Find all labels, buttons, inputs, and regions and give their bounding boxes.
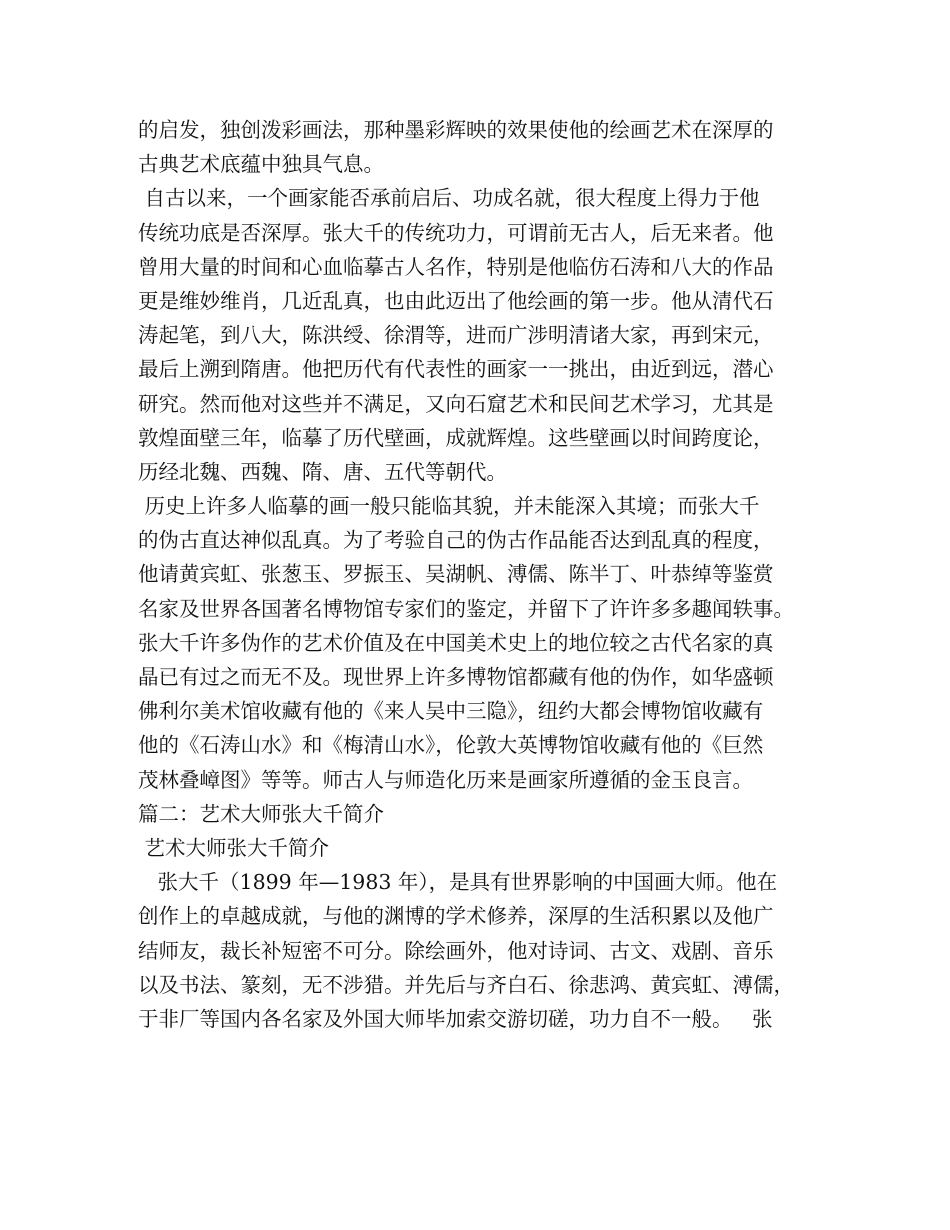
text-line: 自古以来，一个画家能否承前启后、功成名就，很大程度上得力于他 (138, 186, 760, 211)
text-line: 他请黄宾虹、张葱玉、罗振玉、吴湖帆、溥儒、陈半丁、叶恭绰等鉴赏 (138, 562, 774, 587)
text-line: 结师友，裁长补短密不可分。除绘画外，他对诗词、古文、戏剧、音乐 (138, 938, 774, 963)
text-line: 张大千（1899 年—1983 年），是具有世界影响的中国画大师。他在 (138, 870, 778, 895)
text-line: 古典艺术底蕴中独具气息。 (138, 152, 384, 177)
text-line: 研究。然而他对这些并不满足，又向石窟艺术和民间艺术学习，尤其是 (138, 391, 774, 416)
text-line: 曾用大量的时间和心血临摹古人名作，特别是他临仿石涛和八大的作品 (138, 254, 774, 279)
text-line: 历史上许多人临摹的画一般只能临其貌，并未能深入其境；而张大千 (138, 494, 760, 519)
text-line: 的伪古直达神似乱真。为了考验自己的伪古作品能否达到乱真的程度， (138, 528, 774, 553)
text-line: 张大千许多伪作的艺术价值及在中国美术史上的地位较之古代名家的真 (138, 630, 774, 655)
text-line: 茂林叠嶂图》等等。师古人与师造化历来是画家所遵循的金玉良言。 (138, 767, 753, 792)
body-text (138, 113, 818, 1036)
text-line: 的启发，独创泼彩画法，那种墨彩辉映的效果使他的绘画艺术在深厚的 (138, 118, 774, 142)
text-line: 涛起笔，到八大，陈洪绶、徐渭等，进而广涉明清诸大家，再到宋元， (138, 323, 774, 348)
text-line: 最后上溯到隋唐。他把历代有代表性的画家一一挑出，由近到远，潜心 (138, 357, 774, 382)
text-line: 以及书法、篆刻，无不涉猎。并先后与齐白石、徐悲鸿、黄宾虹、溥儒， (138, 972, 794, 997)
text-line: 佛利尔美术馆收藏有他的《来人吴中三隐》，纽约大都会博物馆收藏有 (138, 699, 764, 724)
text-line: 更是维妙维肖，几近乱真，也由此迈出了他绘画的第一步。他从清代石 (138, 288, 774, 313)
section-heading: 篇二：艺术大师张大千简介 (138, 801, 384, 826)
text-line: 于非厂等国内各名家及外国大师毕加索交游切磋，功力自不一般。 张 (138, 1006, 773, 1031)
article-title: 艺术大师张大千简介 (138, 835, 330, 860)
text-line: 创作上的卓越成就，与他的渊博的学术修养，深厚的生活积累以及他广 (138, 904, 774, 929)
text-line: 传统功底是否深厚。张大千的传统功力，可谓前无古人，后无来者。他 (138, 220, 774, 245)
text-line: 敦煌面壁三年，临摹了历代壁画，成就辉煌。这些壁画以时间跨度论， (138, 425, 774, 450)
text-line: 他的《石涛山水》和《梅清山水》，伦敦大英博物馆收藏有他的《巨然 (138, 733, 764, 758)
text-line: 晶已有过之而无不及。现世界上许多博物馆都藏有他的伪作，如华盛顿 (138, 665, 774, 689)
text-line: 历经北魏、西魏、隋、唐、五代等朝代。 (138, 459, 507, 484)
text-line: 名家及世界各国著名博物馆专家们的鉴定，并留下了许许多多趣闻轶事。 (138, 596, 794, 621)
